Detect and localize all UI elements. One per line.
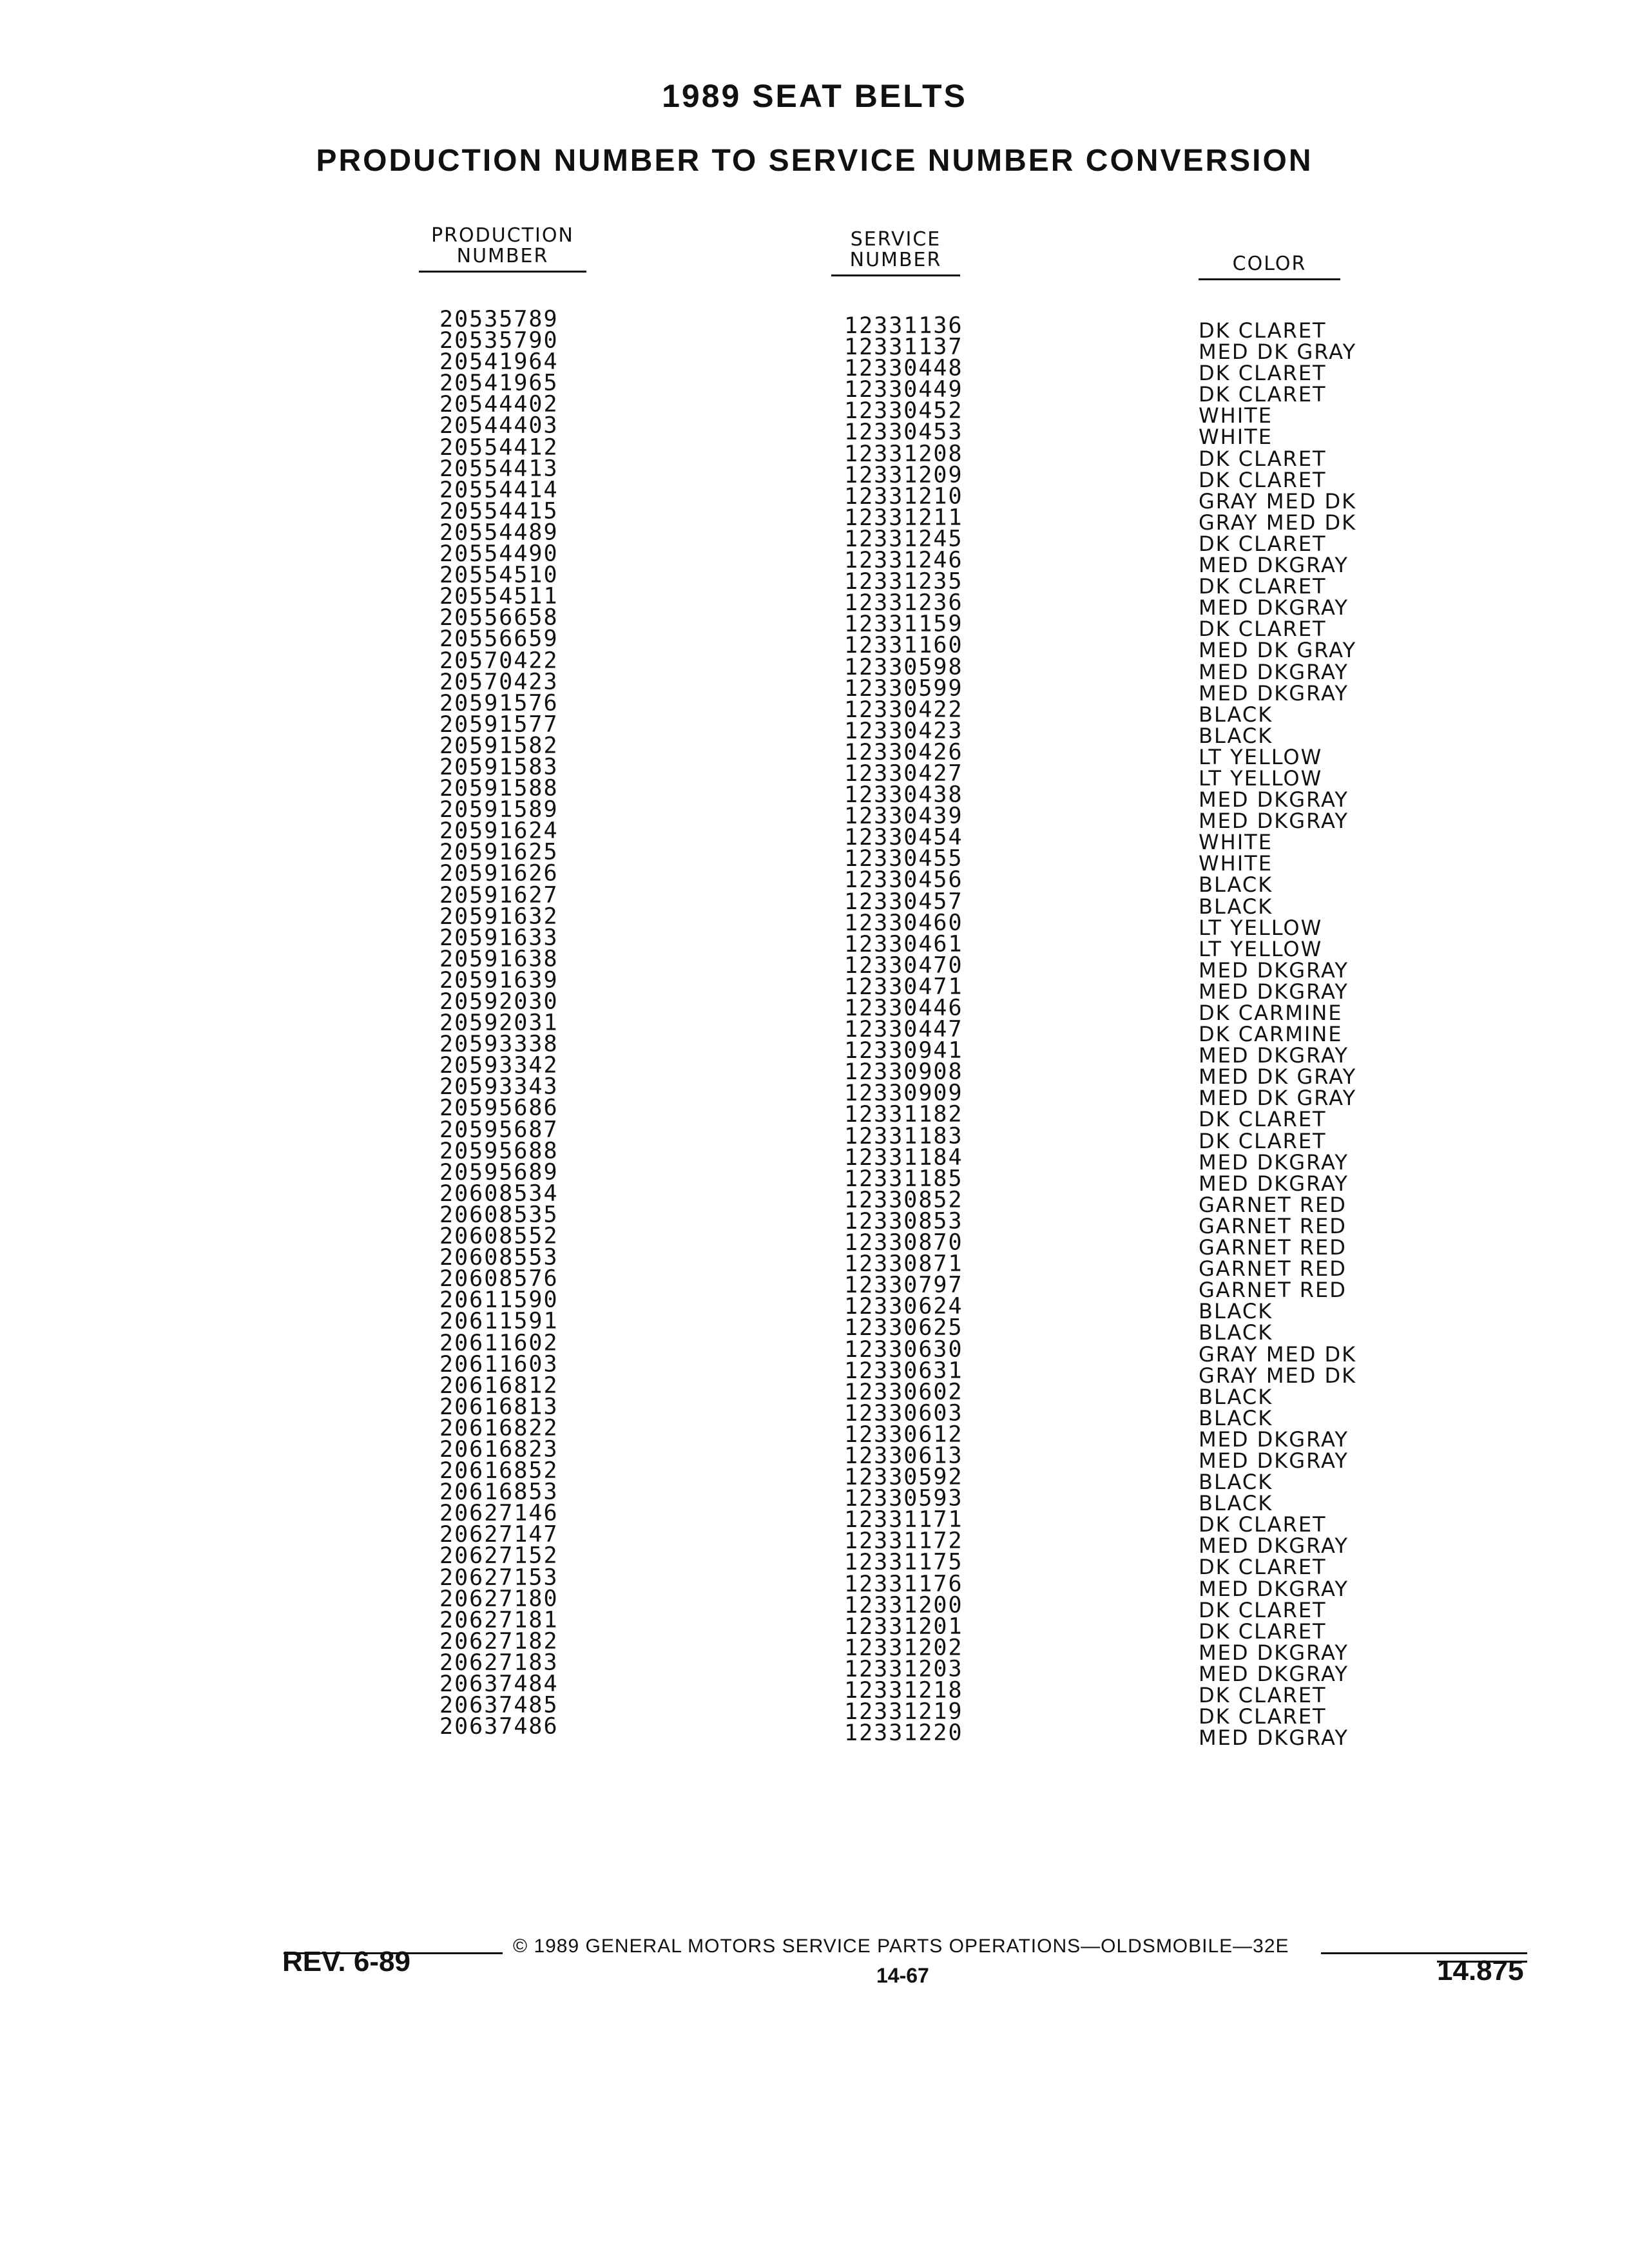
service-number: 12331171 — [844, 1506, 963, 1533]
service-number: 12330438 — [844, 782, 963, 809]
color-value: DK CARMINE — [1199, 1022, 1343, 1047]
service-number: 12331209 — [844, 462, 963, 488]
color-value: GARNET RED — [1199, 1256, 1347, 1282]
production-number: 20570423 — [439, 669, 559, 695]
color-value: GRAY MED DK — [1199, 1341, 1357, 1367]
color-value: GARNET RED — [1199, 1192, 1347, 1217]
service-number: 12331246 — [844, 547, 963, 574]
color-value: MED DKGRAY — [1199, 1576, 1349, 1601]
service-number: 12330455 — [844, 845, 963, 872]
color-value: LT YELLOW — [1199, 936, 1323, 961]
color-header-label: COLOR — [1199, 254, 1340, 280]
service-header-line1: SERVICE — [850, 228, 941, 251]
service-number: 12331183 — [844, 1123, 963, 1149]
color-value: MED DKGRAY — [1199, 1448, 1349, 1473]
color-value: LT YELLOW — [1199, 744, 1323, 769]
color-value: DK CLARET — [1199, 1512, 1327, 1537]
color-column — [1199, 320, 1356, 1749]
production-number: 20611603 — [439, 1351, 559, 1378]
color-value: GARNET RED — [1199, 1235, 1347, 1260]
production-number: 20556659 — [439, 626, 559, 653]
footer-rule-right — [1321, 1952, 1527, 1954]
production-number: 20616822 — [439, 1415, 559, 1441]
color-value: BLACK — [1199, 723, 1273, 748]
color-value: MED DK GRAY — [1199, 1064, 1357, 1090]
service-number: 12330941 — [844, 1037, 963, 1064]
service-number: 12330612 — [844, 1421, 963, 1448]
service-number-header — [831, 229, 960, 276]
service-number: 12330624 — [844, 1293, 963, 1320]
color-value: MED DKGRAY — [1199, 809, 1349, 834]
color-value: MED DKGRAY — [1199, 979, 1349, 1004]
color-value: DK CLARET — [1199, 361, 1327, 386]
color-value: DK CLARET — [1199, 446, 1327, 471]
production-number: 20616812 — [439, 1372, 559, 1399]
service-number: 12330457 — [844, 889, 963, 915]
production-number: 20591639 — [439, 967, 559, 994]
service-number: 12331160 — [844, 632, 963, 659]
service-number: 12331208 — [844, 441, 963, 467]
color-value: BLACK — [1199, 894, 1273, 919]
production-number: 20593342 — [439, 1052, 559, 1079]
color-value: BLACK — [1199, 702, 1273, 727]
production-number: 20556658 — [439, 604, 559, 631]
service-number: 12330908 — [844, 1059, 963, 1086]
service-number: 12331245 — [844, 526, 963, 552]
color-value: BLACK — [1199, 1384, 1273, 1409]
service-number: 12330471 — [844, 974, 963, 1000]
service-number: 12330448 — [844, 355, 963, 382]
production-number: 20591632 — [439, 903, 559, 930]
color-value: GRAY MED DK — [1199, 488, 1357, 514]
service-number: 12330452 — [844, 398, 963, 425]
service-number: 12330453 — [844, 419, 963, 446]
color-value: DK CLARET — [1199, 382, 1327, 407]
production-number: 20541964 — [439, 349, 559, 376]
service-number: 12330447 — [844, 1016, 963, 1043]
color-value: MED DKGRAY — [1199, 1427, 1349, 1452]
production-number: 20616852 — [439, 1457, 559, 1485]
service-number: 12330598 — [844, 654, 963, 680]
production-number: 20591633 — [439, 925, 559, 951]
production-header-line2: NUMBER — [419, 246, 586, 273]
color-value: MED DKGRAY — [1199, 1640, 1349, 1665]
service-number: 12331200 — [844, 1592, 963, 1619]
color-value: BLACK — [1199, 1320, 1273, 1345]
production-number: 20627152 — [439, 1542, 559, 1570]
production-number: 20627147 — [439, 1521, 559, 1548]
service-number: 12330602 — [844, 1379, 963, 1405]
service-number: 12331235 — [844, 568, 963, 595]
service-number: 12331219 — [844, 1698, 963, 1725]
production-number: 20591626 — [439, 860, 559, 887]
production-number: 20591589 — [439, 796, 559, 823]
production-number: 20592031 — [439, 1010, 559, 1037]
service-number: 12330797 — [844, 1272, 963, 1299]
service-number: 12330449 — [844, 376, 963, 403]
color-value: MED DKGRAY — [1199, 1661, 1349, 1686]
production-header-line1: PRODUCTION — [431, 224, 574, 247]
color-value: DK CLARET — [1199, 318, 1327, 343]
color-value: DK CLARET — [1199, 1107, 1327, 1132]
production-number: 20637486 — [439, 1713, 559, 1740]
production-number: 20591576 — [439, 690, 559, 716]
service-number: 12331185 — [844, 1166, 963, 1192]
production-number: 20544403 — [439, 413, 559, 439]
color-value: LT YELLOW — [1199, 765, 1323, 791]
color-value: GARNET RED — [1199, 1213, 1347, 1238]
color-value: MED DKGRAY — [1199, 787, 1349, 812]
page-title: 1989 SEAT BELTS — [662, 78, 967, 114]
production-number: 20608553 — [439, 1244, 559, 1271]
color-value: DK CLARET — [1199, 531, 1327, 556]
color-value: MED DKGRAY — [1199, 553, 1349, 578]
color-value: DK CLARET — [1199, 1555, 1327, 1580]
service-number: 12331172 — [844, 1528, 963, 1555]
production-number: 20627181 — [439, 1607, 559, 1633]
service-number: 12330630 — [844, 1336, 963, 1363]
color-value: LT YELLOW — [1199, 915, 1323, 940]
production-number: 20554511 — [439, 583, 559, 610]
color-value: MED DKGRAY — [1199, 595, 1349, 620]
color-value: GARNET RED — [1199, 1278, 1347, 1303]
production-number: 20544402 — [439, 391, 559, 418]
production-number: 20595689 — [439, 1159, 559, 1186]
production-number: 20611590 — [439, 1287, 559, 1314]
color-value: DK CLARET — [1199, 1704, 1327, 1729]
service-number: 12331159 — [844, 611, 963, 638]
production-number: 20554413 — [439, 456, 559, 482]
color-value: MED DKGRAY — [1199, 1171, 1349, 1196]
production-number: 20595688 — [439, 1138, 559, 1164]
production-number: 20627180 — [439, 1586, 559, 1612]
production-number: 20608535 — [439, 1202, 559, 1228]
service-number: 12330613 — [844, 1443, 963, 1469]
service-number: 12330870 — [844, 1229, 963, 1256]
service-number: 12330461 — [844, 931, 963, 957]
service-number: 12331175 — [844, 1549, 963, 1576]
service-number: 12330871 — [844, 1251, 963, 1278]
service-number: 12330427 — [844, 760, 963, 787]
production-number: 20535790 — [439, 327, 559, 354]
production-number: 20616853 — [439, 1479, 559, 1506]
production-number: 20608576 — [439, 1265, 559, 1293]
service-number: 12331182 — [844, 1102, 963, 1128]
service-number: 12330631 — [844, 1358, 963, 1384]
service-number: 12331176 — [844, 1571, 963, 1597]
color-value: DK CARMINE — [1199, 1001, 1343, 1025]
color-value: DK CLARET — [1199, 617, 1327, 642]
color-value: MED DKGRAY — [1199, 1533, 1349, 1559]
color-value: DK CLARET — [1199, 1683, 1327, 1707]
production-number: 20591627 — [439, 882, 559, 908]
color-value: WHITE — [1199, 830, 1273, 855]
production-number: 20627146 — [439, 1500, 559, 1527]
service-number: 12331210 — [844, 483, 963, 510]
color-value: BLACK — [1199, 1405, 1273, 1430]
production-number: 20591624 — [439, 818, 559, 845]
service-number: 12331220 — [844, 1720, 963, 1747]
production-number: 20541965 — [439, 370, 559, 397]
color-value: BLACK — [1199, 1299, 1273, 1324]
production-number: 20554510 — [439, 562, 559, 589]
service-number: 12330426 — [844, 739, 963, 765]
production-number: 20591583 — [439, 754, 559, 780]
service-number: 12331218 — [844, 1677, 963, 1704]
service-number: 12330460 — [844, 910, 963, 936]
color-value: GRAY MED DK — [1199, 1363, 1357, 1388]
production-number: 20608552 — [439, 1223, 559, 1250]
service-number: 12330592 — [844, 1464, 963, 1491]
color-value: MED DK GRAY — [1199, 638, 1357, 663]
service-number: 12330593 — [844, 1485, 963, 1512]
production-number: 20627153 — [439, 1564, 559, 1591]
service-number: 12330853 — [844, 1208, 963, 1235]
service-number: 12330439 — [844, 803, 963, 830]
production-number: 20554412 — [439, 434, 559, 461]
color-value: MED DKGRAY — [1199, 1043, 1349, 1068]
service-number: 12330625 — [844, 1314, 963, 1341]
production-number: 20554489 — [439, 519, 559, 546]
production-number-header — [419, 226, 586, 273]
service-number: 12330422 — [844, 697, 963, 723]
production-number: 20627182 — [439, 1628, 559, 1655]
color-value: MED DKGRAY — [1199, 957, 1349, 983]
production-number: 20637485 — [439, 1692, 559, 1719]
color-value: DK CLARET — [1199, 1619, 1327, 1644]
service-number: 12331202 — [844, 1635, 963, 1661]
service-number-column — [844, 312, 963, 1747]
color-value: BLACK — [1199, 1470, 1273, 1495]
service-number: 12331236 — [844, 590, 963, 617]
production-number: 20593338 — [439, 1031, 559, 1058]
production-number: 20611602 — [439, 1330, 559, 1356]
service-number: 12331201 — [844, 1613, 963, 1640]
service-number: 12331203 — [844, 1656, 963, 1682]
service-number: 12331137 — [844, 334, 963, 361]
production-number: 20554415 — [439, 498, 559, 524]
service-number: 12330852 — [844, 1187, 963, 1213]
color-value: BLACK — [1199, 1491, 1273, 1516]
color-header — [1199, 254, 1340, 280]
section-number: 14.875 — [1437, 1955, 1524, 1986]
service-number: 12331136 — [844, 312, 963, 339]
color-value: WHITE — [1199, 425, 1273, 450]
color-value: WHITE — [1199, 403, 1273, 428]
color-value: DK CLARET — [1199, 1597, 1327, 1622]
color-value: MED DKGRAY — [1199, 1725, 1349, 1751]
color-value: DK CLARET — [1199, 1128, 1327, 1153]
production-number: 20591625 — [439, 839, 559, 866]
production-number: 20611591 — [439, 1308, 559, 1335]
production-number: 20616813 — [439, 1394, 559, 1420]
service-number: 12330909 — [844, 1080, 963, 1107]
production-number: 20570422 — [439, 648, 559, 674]
service-number: 12330456 — [844, 867, 963, 894]
production-number: 20591588 — [439, 775, 559, 802]
service-number: 12330446 — [844, 995, 963, 1021]
service-number: 12331211 — [844, 505, 963, 531]
color-value: DK CLARET — [1199, 574, 1327, 599]
color-value: BLACK — [1199, 872, 1273, 898]
service-number: 12330599 — [844, 675, 963, 702]
production-number: 20554414 — [439, 477, 559, 503]
service-number: 12330423 — [844, 718, 963, 744]
service-number: 12330454 — [844, 824, 963, 851]
production-number: 20591638 — [439, 946, 559, 972]
production-number: 20595687 — [439, 1117, 559, 1143]
color-value: MED DK GRAY — [1199, 1086, 1357, 1111]
page-number: 14-67 — [876, 1964, 929, 1987]
color-value: MED DKGRAY — [1199, 680, 1349, 706]
service-number: 12330603 — [844, 1400, 963, 1427]
production-number: 20616823 — [439, 1436, 559, 1463]
color-value: MED DKGRAY — [1199, 659, 1349, 684]
revision-label: REV. 6-89 — [282, 1946, 410, 1977]
production-number: 20627183 — [439, 1649, 559, 1676]
production-number: 20591582 — [439, 733, 559, 759]
color-value: MED DKGRAY — [1199, 1149, 1349, 1175]
production-number: 20608534 — [439, 1180, 559, 1207]
production-number: 20535789 — [439, 306, 559, 332]
color-value: DK CLARET — [1199, 467, 1327, 492]
production-number: 20637484 — [439, 1671, 559, 1697]
color-value: WHITE — [1199, 851, 1273, 876]
production-number: 20595686 — [439, 1095, 559, 1122]
service-number: 12331184 — [844, 1144, 963, 1171]
service-number: 12330470 — [844, 952, 963, 979]
production-number: 20592030 — [439, 988, 559, 1015]
service-header-line2: NUMBER — [831, 250, 960, 276]
production-number: 20554490 — [439, 541, 559, 568]
production-number: 20593343 — [439, 1073, 559, 1100]
page-subtitle: PRODUCTION NUMBER TO SERVICE NUMBER CONVERSION — [316, 144, 1313, 178]
production-number: 20591577 — [439, 711, 559, 738]
color-value: GRAY MED DK — [1199, 510, 1357, 535]
color-value: MED DK GRAY — [1199, 340, 1357, 365]
production-number-column — [439, 306, 559, 1740]
copyright-line: © 1989 GENERAL MOTORS SERVICE PARTS OPERATIONS—OLDSMOBILE—32E — [513, 1936, 1289, 1957]
